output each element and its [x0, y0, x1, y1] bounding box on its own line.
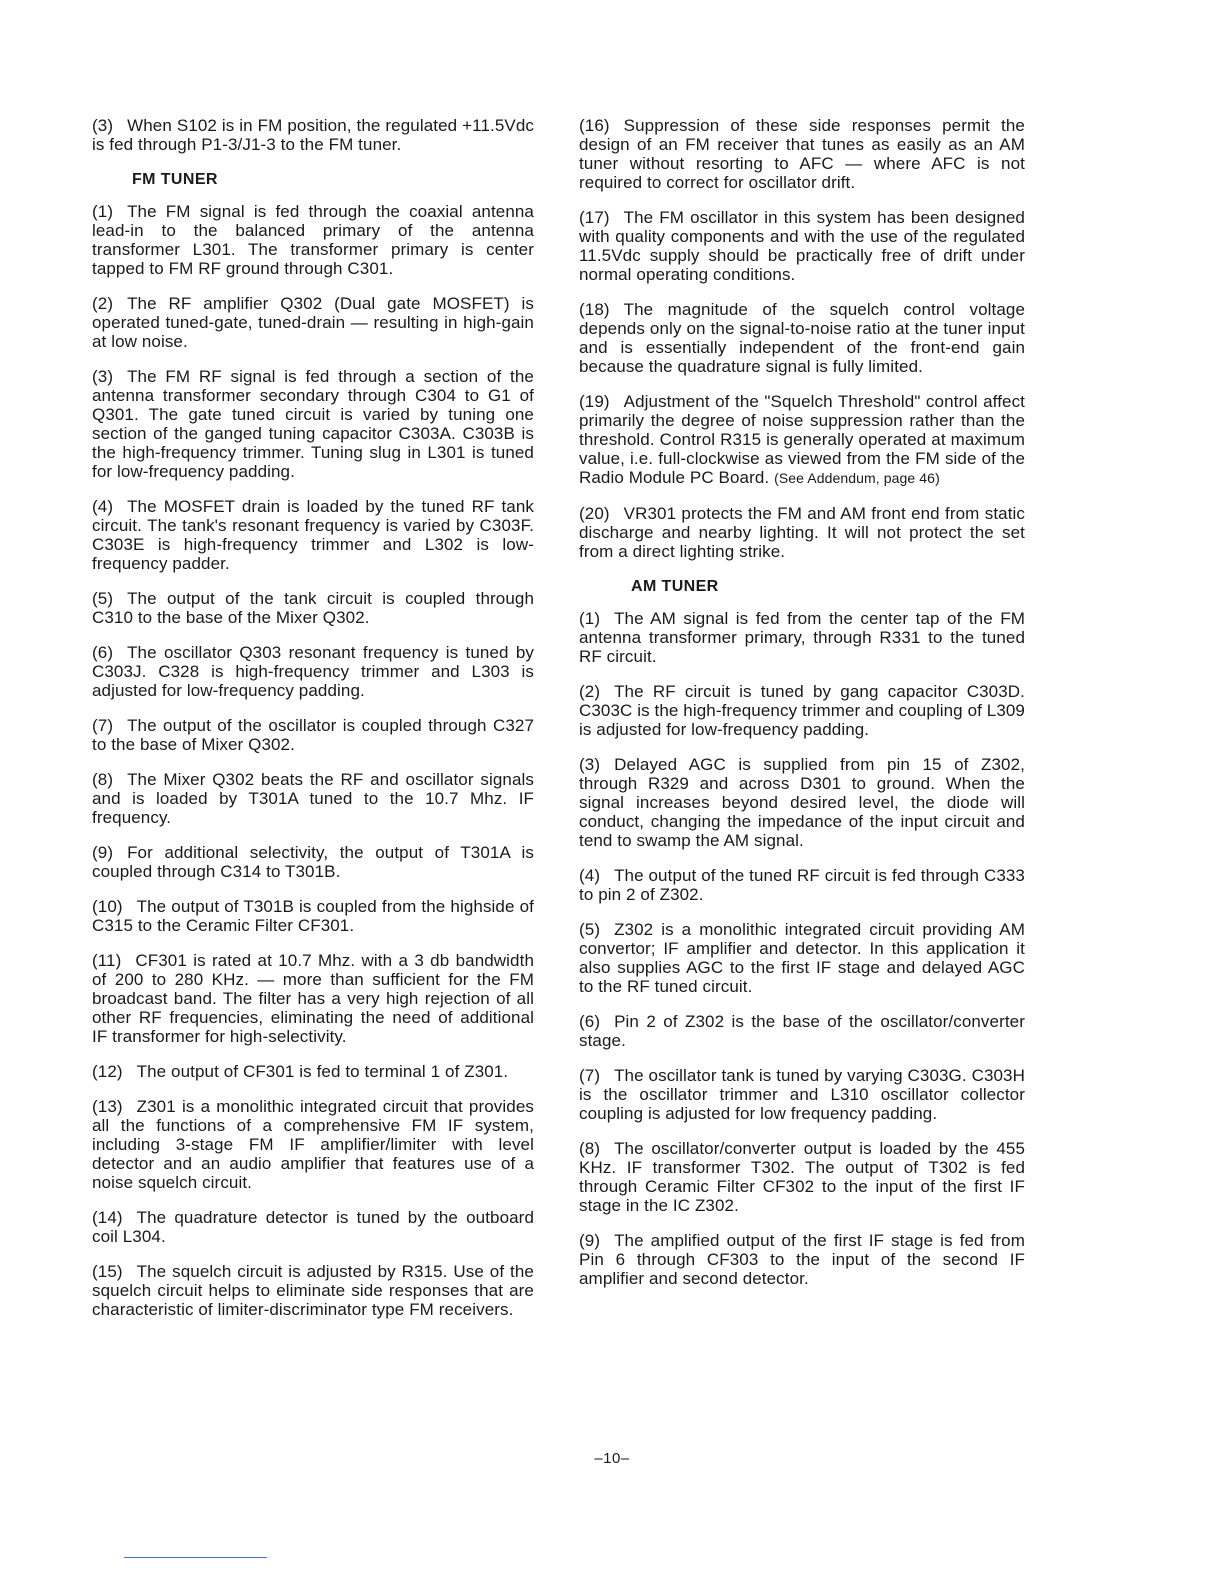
am-paragraph: (7) The oscillator tank is tuned by varying C303G. C303H is the oscillator trimmer and L310 oscillator collector coupling is adjusted for low frequency padding.: [579, 1066, 1025, 1123]
fm-paragraph: (7) The output of the oscillator is coupled through C327 to the base of Mixer Q302.: [92, 716, 534, 754]
fm-paragraph: (12) The output of CF301 is fed to terminal 1 of Z301.: [92, 1062, 509, 1081]
fm-paragraph: (2) The RF amplifier Q302 (Dual gate MOSFET) is operated tuned-gate, tuned-drain — resulting in high-gain at low noise.: [92, 294, 534, 351]
fm-paragraph: (18) The magnitude of the squelch control voltage depends only on the signal-to-noise ratio at the tuner input and is essentially independent of the front-end gain because the quadrature signal is fully limited.: [579, 300, 1025, 376]
fm-paragraph: (14) The quadrature detector is tuned by the outboard coil L304.: [92, 1208, 534, 1246]
am-paragraph: (9) The amplified output of the first IF stage is fed from Pin 6 through CF303 to the input of the second IF amplifier and second detector.: [579, 1231, 1025, 1288]
fm-paragraph: (10) The output of T301B is coupled from the highside of C315 to the Ceramic Filter CF301.: [92, 897, 534, 935]
page-number: –10–: [594, 1450, 630, 1467]
fm-paragraph: (19) Adjustment of the "Squelch Threshold" control affect primarily the degree of noise suppression rather than the threshold. Control R315 is generally operated at maximum value, i.e. full-clockwise as viewed from the FM side of the Radio Module PC Board. (See Addendum, page 46): [579, 392, 1025, 487]
right-column: [579, 116, 1025, 1304]
fm-paragraph: (17) The FM oscillator in this system has been designed with quality components and with the use of the regulated 11.5Vdc supply should be practically free of drift under normal operating conditions.: [579, 208, 1025, 284]
am-tuner-heading: AM TUNER: [631, 578, 719, 595]
am-paragraph: (1) The AM signal is fed from the center tap of the FM antenna transformer primary, through R331 to the tuned RF circuit.: [579, 609, 1025, 666]
fm-paragraph: (3) The FM RF signal is fed through a section of the antenna transformer secondary through C304 to G1 of Q301. The gate tuned circuit is varied by tuning one section of the ganged tuning capacitor C303A. C303B is the high-frequency trimmer. Tuning slug in L301 is tuned for low-frequency padding.: [92, 367, 534, 481]
am-paragraph: (5) Z302 is a monolithic integrated circuit providing AM convertor; IF amplifier and detector. In this application it also supplies AGC to the first IF stage and delayed AGC to the RF tuned circuit.: [579, 920, 1025, 996]
intro-paragraph: (3) When S102 is in FM position, the regulated +11.5Vdc is fed through P1-3/J1-3 to the FM tuner.: [92, 116, 534, 154]
am-paragraph: (4) The output of the tuned RF circuit is fed through C333 to pin 2 of Z302.: [579, 866, 1025, 904]
fm-paragraph: (5) The output of the tank circuit is coupled through C310 to the base of the Mixer Q302.: [92, 589, 534, 627]
fm-paragraph: (9) For additional selectivity, the output of T301A is coupled through C314 to T301B.: [92, 843, 534, 881]
addendum-note: (See Addendum, page 46): [774, 470, 940, 486]
fm-paragraph: (13) Z301 is a monolithic integrated circuit that provides all the functions of a comprehensive FM IF system, including 3-stage FM IF amplifier/limiter with level detector and an audio amplifier that features use of a noise squelch circuit.: [92, 1097, 534, 1192]
am-paragraph: (6) Pin 2 of Z302 is the base of the oscillator/converter stage.: [579, 1012, 1025, 1050]
fm-paragraph: (15) The squelch circuit is adjusted by R315. Use of the squelch circuit helps to eliminate side responses that are characteristic of limiter-discriminator type FM receivers.: [92, 1262, 534, 1319]
fm-paragraph: (1) The FM signal is fed through the coaxial antenna lead-in to the balanced primary of the antenna transformer L301. The transformer primary is center tapped to FM RF ground through C301.: [92, 202, 534, 278]
am-paragraph: (8) The oscillator/converter output is loaded by the 455 KHz. IF transformer T302. The output of T302 is fed through Ceramic Filter CF302 to the input of the first IF stage in the IC Z302.: [579, 1139, 1025, 1215]
fm-paragraph: (16) Suppression of these side responses permit the design of an FM receiver that tunes as easily as an AM tuner without resorting to AFC — where AFC is not required to correct for oscillator drift.: [579, 116, 1025, 192]
fm-paragraph: (20) VR301 protects the FM and AM front end from static discharge and nearby lighting. It will not protect the set from a direct lighting strike.: [579, 504, 1025, 561]
left-column: [92, 116, 534, 1335]
bottom-rule: [124, 1557, 267, 1558]
fm-paragraph: (8) The Mixer Q302 beats the RF and oscillator signals and is loaded by T301A tuned to the 10.7 Mhz. IF frequency.: [92, 770, 534, 827]
fm-paragraph: (4) The MOSFET drain is loaded by the tuned RF tank circuit. The tank's resonant frequency is varied by C303F. C303E is high-frequency trimmer and L302 is low-frequency padder.: [92, 497, 534, 573]
fm-paragraph: (6) The oscillator Q303 resonant frequency is tuned by C303J. C328 is high-frequency trimmer and L303 is adjusted for low-frequency padding.: [92, 643, 534, 700]
am-paragraph: (2) The RF circuit is tuned by gang capacitor C303D. C303C is the high-frequency trimmer and coupling of L309 is adjusted for low-frequency padding.: [579, 682, 1025, 739]
fm-tuner-heading: FM TUNER: [132, 171, 218, 188]
am-paragraph: (3) Delayed AGC is supplied from pin 15 of Z302, through R329 and across D301 to ground. When the signal increases beyond desired level, the diode will conduct, changing the impedance of the input circuit and tend to swamp the AM signal.: [579, 755, 1025, 850]
fm-paragraph: (11) CF301 is rated at 10.7 Mhz. with a 3 db bandwidth of 200 to 280 KHz. — more than sufficient for the FM broadcast band. The filter has a very high rejection of all other RF frequencies, eliminating the need of additional IF transformer for high-selectivity.: [92, 951, 534, 1046]
